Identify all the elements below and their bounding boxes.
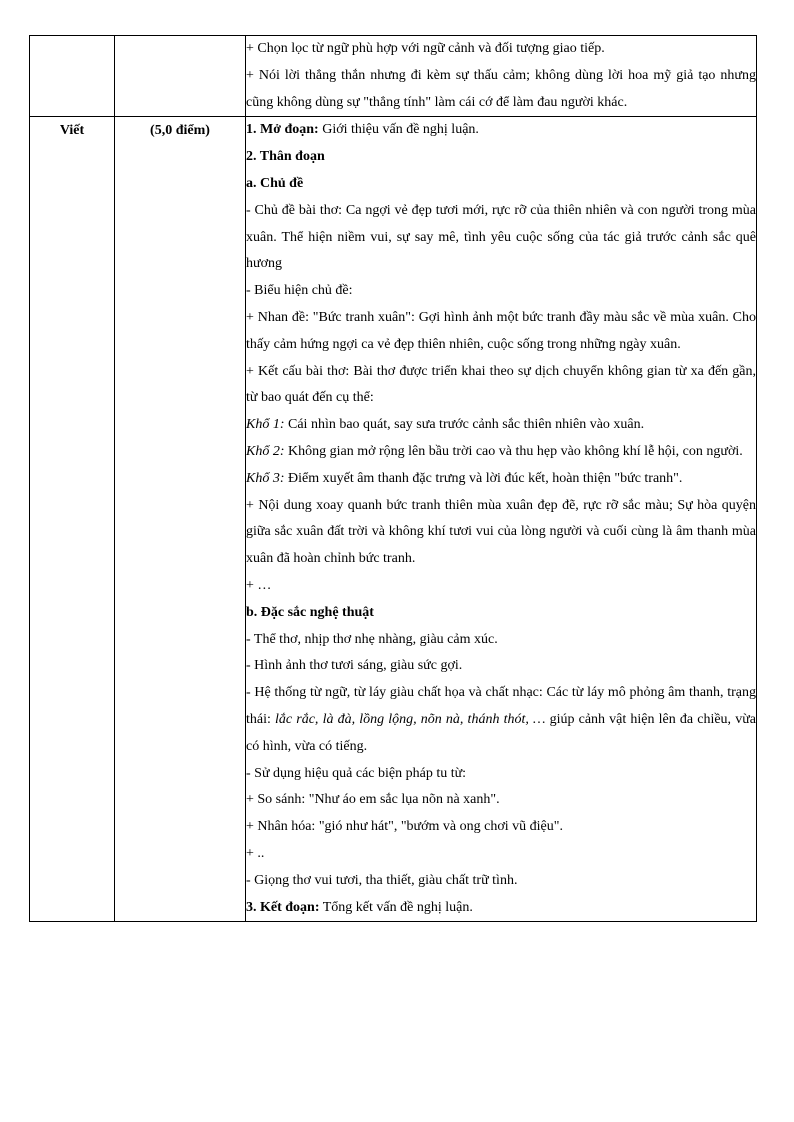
kho-1-text: Cái nhìn bao quát, say sưa trước cảnh sắc thiên nhiên vào xuân.: [284, 417, 645, 433]
list-item: + So sánh: "Như áo em sắc lụa nõn nà xanh".: [246, 792, 500, 808]
nt-3-text-c: giúp cảnh vật hiện lên đa chiều, vừa có hình, vừa có tiếng.: [246, 711, 756, 754]
kho-1: [246, 412, 756, 439]
ket-doan: [246, 895, 756, 922]
list-item: + …: [246, 577, 272, 593]
kho-1-label: Khổ 1:: [246, 417, 285, 433]
list-item: - Biểu hiện chủ đề:: [246, 283, 353, 299]
mo-doan: [246, 117, 756, 144]
list-item: - Sử dụng hiệu quả các biện pháp tu từ:: [246, 765, 467, 781]
points-label: (5,0 điểm): [115, 117, 246, 922]
nt-3-text-a: - Hệ thống từ ngữ, từ láy giàu chất họa và chất nhạc: Các từ láy mô phỏng âm thanh, trạng thái:: [246, 685, 756, 727]
list-item: - Thể thơ, nhịp thơ nhẹ nhàng, giàu cảm xúc.: [246, 631, 498, 647]
rubric-table: [29, 35, 757, 922]
kho-2: [246, 439, 756, 466]
than-doan-heading: 2. Thân đoạn: [246, 149, 325, 165]
chu-de-heading: a. Chủ đề: [246, 175, 304, 191]
list-item: - Giọng thơ vui tươi, tha thiết, giàu chất trữ tình.: [246, 872, 518, 888]
nghe-thuat-heading: b. Đặc sắc nghệ thuật: [246, 604, 374, 620]
row2-content: [246, 117, 757, 922]
list-item: - Hình ảnh thơ tươi sáng, giàu sức gợi.: [246, 658, 463, 674]
list-item: + Nội dung xoay quanh bức tranh thiên mùa xuân đẹp đẽ, rực rỡ sắc màu; Sự hòa quyện giữa sắc xuân đất trời và không khí tươi vui của lòng người và cuối cùng là âm thanh mùa xuân đã hoàn chỉnh bức tranh.: [246, 497, 756, 567]
list-item: + Nhan đề: "Bức tranh xuân": Gợi hình ảnh một bức tranh đầy màu sắc về mùa xuân. Cho thấy cảm hứng ngợi ca vẻ đẹp thiên nhiên, cuộc sống trong những ngày xuân.: [246, 309, 756, 352]
mo-doan-label: 1. Mở đoạn:: [246, 122, 319, 138]
list-item: - Chủ đề bài thơ: Ca ngợi vẻ đẹp tươi mới, rực rỡ của thiên nhiên và con người trong mùa xuân. Thể hiện niềm vui, sự say mê, tình yêu cuộc sống của tác giả trước cảnh sắc quê hương: [246, 202, 756, 272]
row1-col2: [115, 36, 246, 117]
row1-col1: [30, 36, 115, 117]
kho-3: [246, 466, 756, 493]
kho-2-label: Khổ 2:: [246, 443, 285, 459]
list-item: + Kết cấu bài thơ: Bài thơ được triển khai theo sự dịch chuyển không gian từ xa đến gần, từ bao quát đến cụ thể:: [246, 363, 756, 406]
list-item: + Nói lời thẳng thắn nhưng đi kèm sự thấu cảm; không dùng lời hoa mỹ giả tạo nhưng cũng không dùng sự "thẳng tính" làm cái cớ để làm đau người khác.: [246, 67, 756, 110]
list-item: + Nhân hóa: "gió như hát", "bướm và ong chơi vũ điệu".: [246, 819, 563, 835]
list-item: + Chọn lọc từ ngữ phù hợp với ngữ cảnh và đối tượng giao tiếp.: [246, 41, 605, 56]
list-item: + ..: [246, 845, 265, 861]
table-row: [30, 36, 757, 117]
mo-doan-text: Giới thiệu vấn đề nghị luận.: [318, 122, 479, 138]
list-item: [246, 680, 756, 760]
ket-doan-label: 3. Kết đoạn:: [246, 899, 320, 915]
kho-3-text: Điểm xuyết âm thanh đặc trưng và lời đúc kết, hoàn thiện "bức tranh".: [284, 470, 683, 486]
nt-3-examples: lắc rắc, là đà, lồng lộng, nõn nà, thánh thót, …: [275, 711, 546, 727]
kho-3-label: Khổ 3:: [246, 470, 285, 486]
table-row: [30, 117, 757, 922]
row1-content: [246, 36, 757, 117]
kho-2-text: Không gian mở rộng lên bầu trời cao và thu hẹp vào không khí lễ hội, con người.: [284, 443, 743, 459]
section-label: Viết: [30, 117, 115, 922]
ket-doan-text: Tổng kết vấn đề nghị luận.: [319, 899, 473, 915]
